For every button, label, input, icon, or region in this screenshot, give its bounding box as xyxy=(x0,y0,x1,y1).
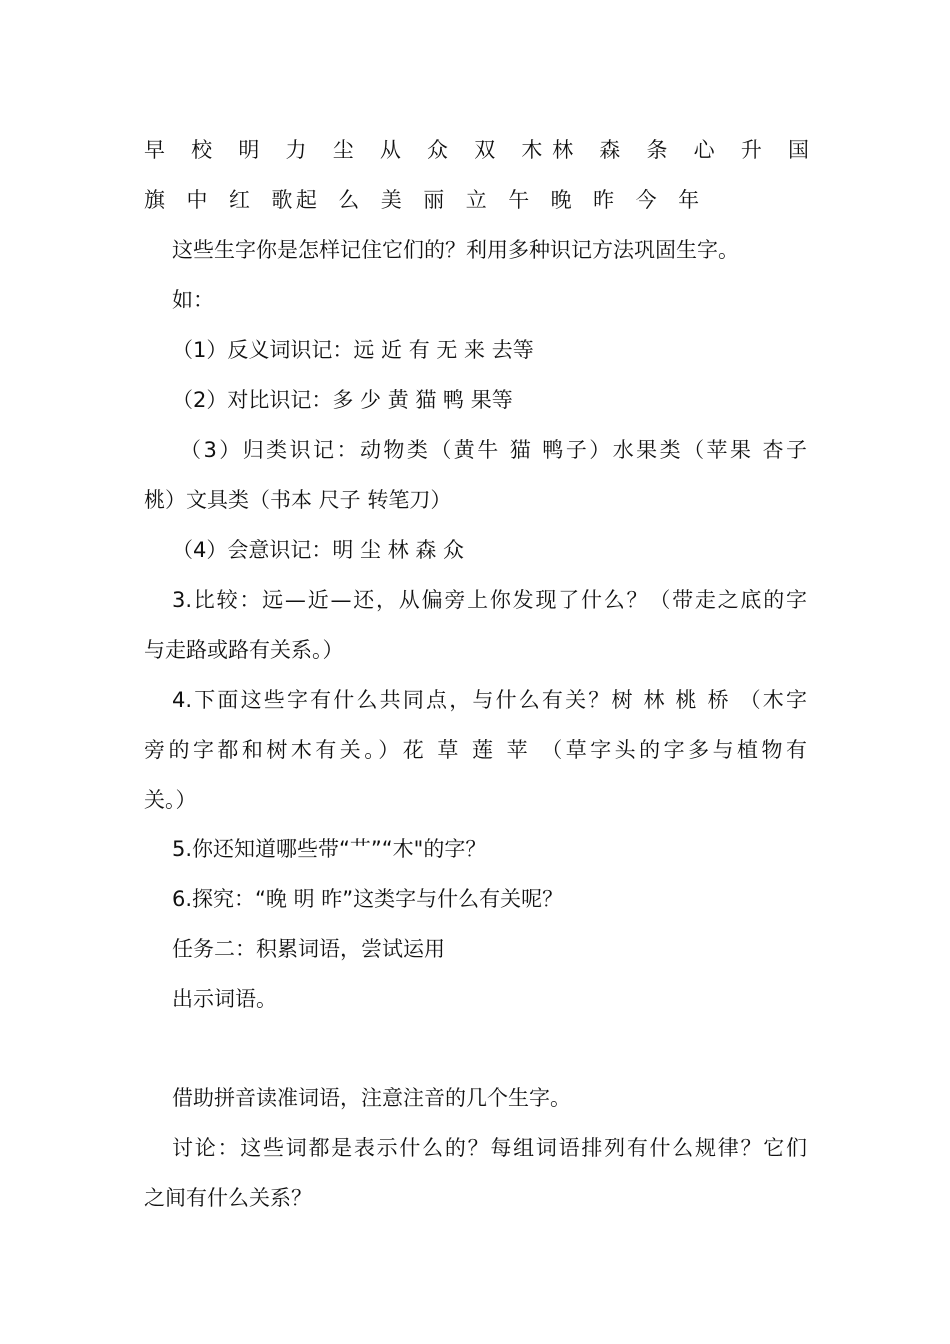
item-4-line-2: 旁的字都和树木有关。）花 草 莲 苹 （草字头的字多与植物有 xyxy=(144,738,807,762)
discussion-line-2: 之间有什么关系？ xyxy=(144,1186,312,1210)
method-category-line-1: （3）归类识记：动物类（黄牛 猫 鸭子）水果类（苹果 杏子 xyxy=(180,438,807,462)
example-label: 如： xyxy=(172,288,214,312)
item-4-line-1: 4.下面这些字有什么共同点，与什么有关？树 林 桃 桥 （木字 xyxy=(172,688,807,712)
character-row-2: 旗 中 红 歌起 么 美 丽 立 午 晚 昨 今 年 xyxy=(144,188,703,212)
method-meaning: （4）会意识记：明 尘 林 森 众 xyxy=(172,538,465,562)
method-category-line-2: 桃）文具类（书本 尺子 转笔刀） xyxy=(144,488,452,512)
method-antonym: （1）反义词识记：远 近 有 无 来 去等 xyxy=(172,338,534,362)
read-words-instruction: 借助拼音读准词语，注意注音的几个生字。 xyxy=(172,1086,571,1110)
discussion-line-1: 讨论：这些词都是表示什么的？每组词语排列有什么规律？它们 xyxy=(172,1136,807,1160)
item-5: 5.你还知道哪些带“艹”“木"的字？ xyxy=(172,837,487,861)
item-4-line-3: 关。） xyxy=(144,788,197,812)
item-6: 6.探究：“晚 明 昨”这类字与什么有关呢？ xyxy=(172,887,564,911)
item-3-line-1: 3.比较：远—近—还，从偏旁上你发现了什么？（带走之底的字 xyxy=(172,588,807,612)
task-2-heading: 任务二：积累词语，尝试运用 xyxy=(172,937,445,961)
item-3-line-2: 与走路或路有关系。） xyxy=(144,638,344,662)
method-contrast: （2）对比识记：多 少 黄 猫 鸭 果等 xyxy=(172,388,513,412)
character-row-1: 早 校 明 力 尘 从 众 双 木林 森 条 心 升 国 xyxy=(144,138,809,162)
show-words: 出示词语。 xyxy=(172,987,277,1011)
intro-paragraph: 这些生字你是怎样记住它们的？利用多种识记方法巩固生字。 xyxy=(172,238,739,262)
